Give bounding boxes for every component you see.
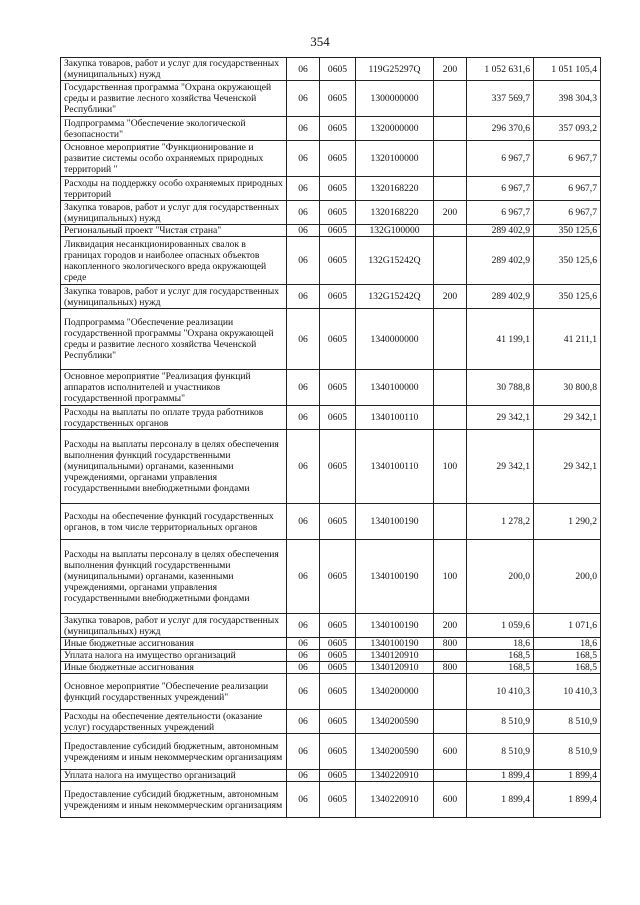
cell-amount-year2: 30 800,8 xyxy=(534,370,601,406)
cell-amount-year1: 1 899,4 xyxy=(467,782,534,818)
page-number: 354 xyxy=(310,34,330,49)
cell-name: Государственная программа "Охрана окружающей среды и развитие лесного хозяйства Чеченской Республики" xyxy=(61,81,287,117)
cell-target-article: 132G15242Q xyxy=(356,237,434,285)
cell-target-article: 1320168220 xyxy=(356,177,434,201)
cell-amount-year2: 10 410,3 xyxy=(534,674,601,710)
table-row xyxy=(61,504,601,540)
cell-section: 06 xyxy=(287,650,320,662)
cell-section: 06 xyxy=(287,614,320,638)
cell-amount-year2: 6 967,7 xyxy=(534,201,601,225)
cell-target-article: 1340200590 xyxy=(356,710,434,734)
table-row xyxy=(61,309,601,370)
cell-amount-year1: 8 510,9 xyxy=(467,710,534,734)
cell-amount-year1: 29 342,1 xyxy=(467,430,534,504)
table-row xyxy=(61,141,601,177)
cell-section: 06 xyxy=(287,674,320,710)
cell-expense-type xyxy=(434,674,467,710)
cell-amount-year2: 1 051 105,4 xyxy=(534,58,601,81)
cell-name: Расходы на обеспечение функций государственных органов, в том числе территориальных органов xyxy=(61,504,287,540)
cell-amount-year2: 8 510,9 xyxy=(534,710,601,734)
cell-expense-type xyxy=(434,770,467,782)
cell-name: Предоставление субсидий бюджетным, автономным учреждениям и иным некоммерческим организациям xyxy=(61,734,287,770)
cell-name: Расходы на поддержку особо охраняемых природных территорий xyxy=(61,177,287,201)
cell-expense-type: 200 xyxy=(434,58,467,81)
cell-name: Подпрограмма "Обеспечение экологической безопасности" xyxy=(61,117,287,141)
cell-amount-year1: 1 059,6 xyxy=(467,614,534,638)
cell-expense-type: 100 xyxy=(434,430,467,504)
cell-section: 06 xyxy=(287,782,320,818)
cell-target-article: 119G25297Q xyxy=(356,58,434,81)
cell-section: 06 xyxy=(287,504,320,540)
cell-expense-type xyxy=(434,309,467,370)
cell-amount-year1: 6 967,7 xyxy=(467,201,534,225)
table-row xyxy=(61,662,601,674)
cell-target-article: 1340120910 xyxy=(356,662,434,674)
cell-target-article: 1320100000 xyxy=(356,141,434,177)
cell-expense-type xyxy=(434,370,467,406)
table-body xyxy=(61,58,601,818)
cell-subsection: 0605 xyxy=(320,117,356,141)
cell-target-article: 1340000000 xyxy=(356,309,434,370)
cell-subsection: 0605 xyxy=(320,614,356,638)
cell-section: 06 xyxy=(287,177,320,201)
cell-section: 06 xyxy=(287,734,320,770)
cell-expense-type: 600 xyxy=(434,734,467,770)
cell-name: Ликвидация несанкционированных свалок в границах городов и наиболее опасных объектов накопленного экологического вреда окружающей среде xyxy=(61,237,287,285)
table-row xyxy=(61,734,601,770)
cell-name: Уплата налога на имущество организаций xyxy=(61,650,287,662)
table-row xyxy=(61,674,601,710)
cell-name: Расходы на выплаты персоналу в целях обеспечения выполнения функций государственными (муниципальными) органами, казенными учреждениями, органами управления государственными внебюджетными фондами xyxy=(61,430,287,504)
table-row xyxy=(61,710,601,734)
cell-expense-type xyxy=(434,117,467,141)
cell-name: Подпрограмма "Обеспечение реализации государственной программы "Охрана окружающей среды и развитие лесного хозяйства Чеченской Республики" xyxy=(61,309,287,370)
cell-amount-year1: 168,5 xyxy=(467,662,534,674)
cell-expense-type xyxy=(434,650,467,662)
cell-amount-year2: 350 125,6 xyxy=(534,225,601,237)
cell-subsection: 0605 xyxy=(320,285,356,309)
cell-subsection: 0605 xyxy=(320,141,356,177)
cell-amount-year1: 337 569,7 xyxy=(467,81,534,117)
table-row xyxy=(61,614,601,638)
cell-expense-type xyxy=(434,177,467,201)
cell-name: Предоставление субсидий бюджетным, автономным учреждениям и иным некоммерческим организациям xyxy=(61,782,287,818)
cell-target-article: 1340220910 xyxy=(356,782,434,818)
cell-amount-year1: 296 370,6 xyxy=(467,117,534,141)
cell-section: 06 xyxy=(287,285,320,309)
cell-amount-year2: 1 071,6 xyxy=(534,614,601,638)
cell-subsection: 0605 xyxy=(320,540,356,614)
cell-name: Расходы на выплаты по оплате труда работников государственных органов xyxy=(61,406,287,430)
cell-amount-year2: 168,5 xyxy=(534,650,601,662)
cell-section: 06 xyxy=(287,638,320,650)
table-row xyxy=(61,638,601,650)
cell-section: 06 xyxy=(287,58,320,81)
cell-section: 06 xyxy=(287,710,320,734)
cell-target-article: 1340100190 xyxy=(356,540,434,614)
cell-expense-type: 100 xyxy=(434,540,467,614)
table-row xyxy=(61,650,601,662)
cell-name: Расходы на выплаты персоналу в целях обеспечения выполнения функций государственными (муниципальными) органами, казенными учреждениями, органами управления государственными внебюджетными фондами xyxy=(61,540,287,614)
cell-target-article: 1340200590 xyxy=(356,734,434,770)
cell-amount-year1: 1 899,4 xyxy=(467,770,534,782)
cell-amount-year2: 29 342,1 xyxy=(534,430,601,504)
table-row xyxy=(61,406,601,430)
cell-amount-year1: 29 342,1 xyxy=(467,406,534,430)
cell-amount-year1: 1 278,2 xyxy=(467,504,534,540)
cell-name: Закупка товаров, работ и услуг для государственных (муниципальных) нужд xyxy=(61,58,287,81)
cell-target-article: 132G100000 xyxy=(356,225,434,237)
cell-amount-year2: 350 125,6 xyxy=(534,237,601,285)
table-row xyxy=(61,237,601,285)
cell-section: 06 xyxy=(287,141,320,177)
cell-subsection: 0605 xyxy=(320,201,356,225)
cell-target-article: 1340100000 xyxy=(356,370,434,406)
table-row xyxy=(61,225,601,237)
cell-amount-year2: 41 211,1 xyxy=(534,309,601,370)
cell-expense-type: 200 xyxy=(434,285,467,309)
cell-name: Иные бюджетные ассигнования xyxy=(61,638,287,650)
cell-section: 06 xyxy=(287,117,320,141)
cell-section: 06 xyxy=(287,370,320,406)
cell-amount-year1: 30 788,8 xyxy=(467,370,534,406)
cell-amount-year2: 29 342,1 xyxy=(534,406,601,430)
cell-subsection: 0605 xyxy=(320,58,356,81)
cell-section: 06 xyxy=(287,225,320,237)
cell-name: Закупка товаров, работ и услуг для государственных (муниципальных) нужд xyxy=(61,285,287,309)
cell-amount-year2: 357 093,2 xyxy=(534,117,601,141)
cell-section: 06 xyxy=(287,430,320,504)
table-row xyxy=(61,782,601,818)
cell-section: 06 xyxy=(287,81,320,117)
cell-amount-year1: 289 402,9 xyxy=(467,237,534,285)
cell-name: Региональный проект "Чистая страна" xyxy=(61,225,287,237)
cell-subsection: 0605 xyxy=(320,504,356,540)
cell-name: Закупка товаров, работ и услуг для государственных (муниципальных) нужд xyxy=(61,614,287,638)
cell-name: Уплата налога на имущество организаций xyxy=(61,770,287,782)
cell-target-article: 1340220910 xyxy=(356,770,434,782)
cell-name: Основное мероприятие "Функционирование и развитие системы особо охраняемых природных территорий " xyxy=(61,141,287,177)
cell-amount-year1: 18,6 xyxy=(467,638,534,650)
cell-subsection: 0605 xyxy=(320,81,356,117)
cell-amount-year1: 10 410,3 xyxy=(467,674,534,710)
table-row xyxy=(61,770,601,782)
cell-amount-year2: 8 510,9 xyxy=(534,734,601,770)
cell-target-article: 1340120910 xyxy=(356,650,434,662)
cell-expense-type: 800 xyxy=(434,638,467,650)
cell-target-article: 1340200000 xyxy=(356,674,434,710)
cell-amount-year2: 1 290,2 xyxy=(534,504,601,540)
cell-amount-year1: 6 967,7 xyxy=(467,177,534,201)
cell-expense-type: 200 xyxy=(434,614,467,638)
cell-subsection: 0605 xyxy=(320,225,356,237)
cell-amount-year1: 8 510,9 xyxy=(467,734,534,770)
cell-amount-year1: 289 402,9 xyxy=(467,285,534,309)
cell-subsection: 0605 xyxy=(320,734,356,770)
cell-subsection: 0605 xyxy=(320,309,356,370)
cell-subsection: 0605 xyxy=(320,710,356,734)
cell-amount-year2: 168,5 xyxy=(534,662,601,674)
cell-expense-type xyxy=(434,406,467,430)
cell-subsection: 0605 xyxy=(320,237,356,285)
cell-amount-year2: 1 899,4 xyxy=(534,770,601,782)
cell-amount-year2: 6 967,7 xyxy=(534,177,601,201)
cell-name: Основное мероприятие "Реализация функций аппаратов исполнителей и участников государственной программы" xyxy=(61,370,287,406)
table-row xyxy=(61,540,601,614)
cell-amount-year1: 1 052 631,6 xyxy=(467,58,534,81)
cell-section: 06 xyxy=(287,406,320,430)
cell-subsection: 0605 xyxy=(320,770,356,782)
cell-amount-year1: 168,5 xyxy=(467,650,534,662)
cell-amount-year2: 350 125,6 xyxy=(534,285,601,309)
cell-subsection: 0605 xyxy=(320,177,356,201)
cell-section: 06 xyxy=(287,201,320,225)
table-row xyxy=(61,285,601,309)
table-row xyxy=(61,370,601,406)
table-row xyxy=(61,81,601,117)
cell-target-article: 1320168220 xyxy=(356,201,434,225)
cell-subsection: 0605 xyxy=(320,638,356,650)
cell-subsection: 0605 xyxy=(320,782,356,818)
cell-target-article: 1340100190 xyxy=(356,614,434,638)
cell-amount-year2: 18,6 xyxy=(534,638,601,650)
cell-section: 06 xyxy=(287,237,320,285)
cell-amount-year2: 6 967,7 xyxy=(534,141,601,177)
cell-amount-year1: 6 967,7 xyxy=(467,141,534,177)
cell-target-article: 1340100110 xyxy=(356,430,434,504)
cell-subsection: 0605 xyxy=(320,406,356,430)
cell-amount-year1: 289 402,9 xyxy=(467,225,534,237)
cell-amount-year2: 200,0 xyxy=(534,540,601,614)
table-row xyxy=(61,201,601,225)
cell-section: 06 xyxy=(287,309,320,370)
table-row xyxy=(61,58,601,81)
cell-name: Иные бюджетные ассигнования xyxy=(61,662,287,674)
cell-target-article: 132G15242Q xyxy=(356,285,434,309)
table-row xyxy=(61,117,601,141)
cell-subsection: 0605 xyxy=(320,370,356,406)
cell-subsection: 0605 xyxy=(320,430,356,504)
cell-amount-year1: 41 199,1 xyxy=(467,309,534,370)
cell-expense-type: 800 xyxy=(434,662,467,674)
table-row xyxy=(61,430,601,504)
cell-expense-type xyxy=(434,237,467,285)
cell-expense-type xyxy=(434,504,467,540)
cell-name: Основное мероприятие "Обеспечение реализации функций государственных учреждений" xyxy=(61,674,287,710)
cell-section: 06 xyxy=(287,540,320,614)
cell-subsection: 0605 xyxy=(320,674,356,710)
cell-target-article: 1300000000 xyxy=(356,81,434,117)
cell-subsection: 0605 xyxy=(320,650,356,662)
cell-expense-type: 600 xyxy=(434,782,467,818)
cell-target-article: 1320000000 xyxy=(356,117,434,141)
cell-expense-type xyxy=(434,81,467,117)
table-row xyxy=(61,177,601,201)
cell-target-article: 1340100190 xyxy=(356,638,434,650)
cell-expense-type xyxy=(434,225,467,237)
cell-name: Закупка товаров, работ и услуг для государственных (муниципальных) нужд xyxy=(61,201,287,225)
budget-table xyxy=(60,57,601,818)
cell-subsection: 0605 xyxy=(320,662,356,674)
cell-target-article: 1340100110 xyxy=(356,406,434,430)
cell-amount-year2: 1 899,4 xyxy=(534,782,601,818)
cell-amount-year1: 200,0 xyxy=(467,540,534,614)
cell-expense-type xyxy=(434,141,467,177)
cell-section: 06 xyxy=(287,770,320,782)
cell-expense-type: 200 xyxy=(434,201,467,225)
cell-target-article: 1340100190 xyxy=(356,504,434,540)
cell-expense-type xyxy=(434,710,467,734)
cell-name: Расходы на обеспечение деятельности (оказание услуг) государственных учреждений xyxy=(61,710,287,734)
cell-section: 06 xyxy=(287,662,320,674)
cell-amount-year2: 398 304,3 xyxy=(534,81,601,117)
